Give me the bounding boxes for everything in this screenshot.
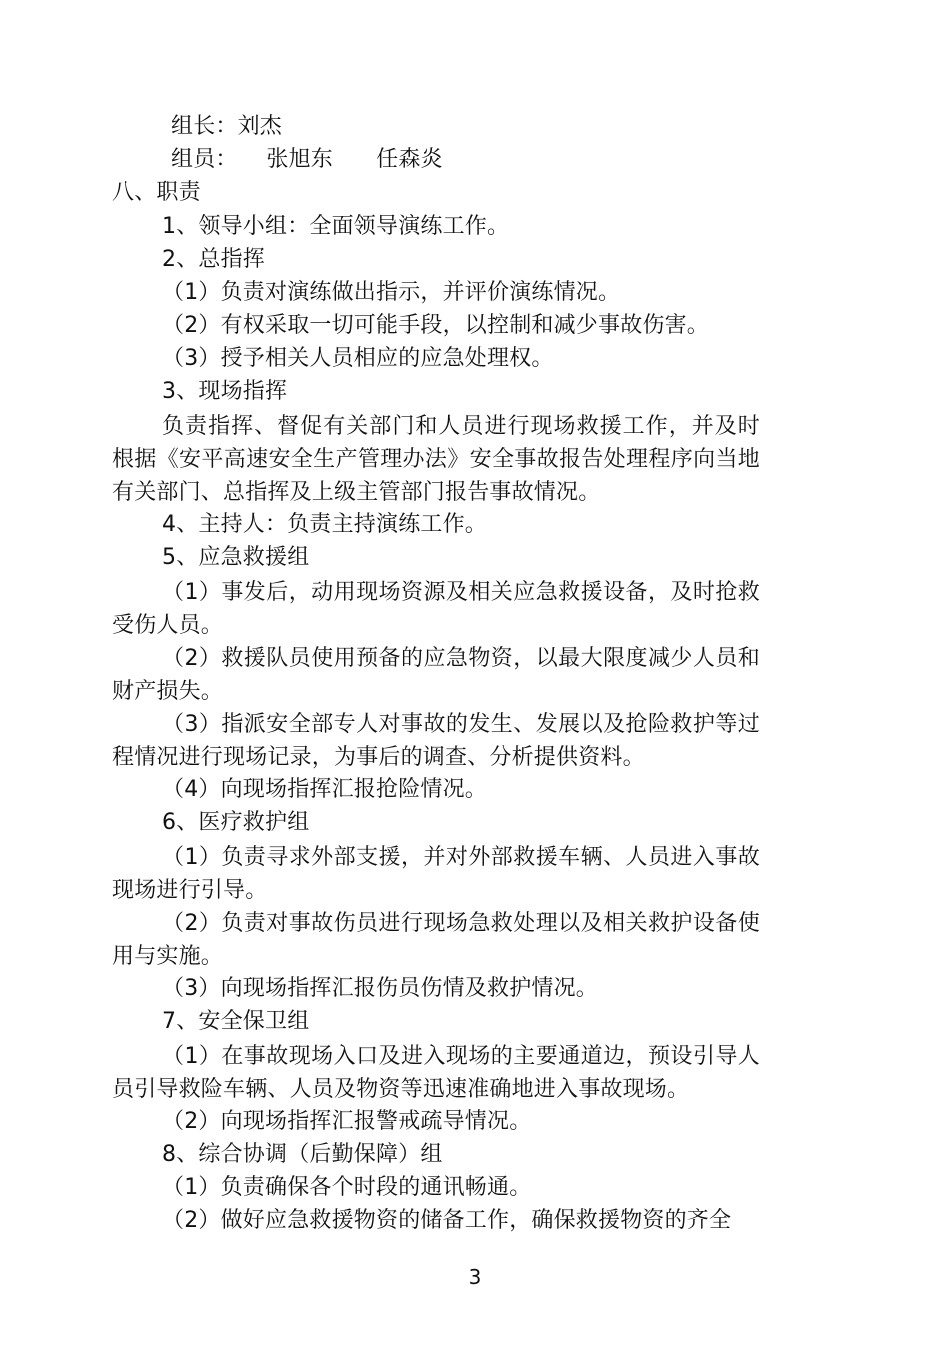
group-leader: 组长：刘杰	[171, 114, 283, 139]
item-security-group: 7、安全保卫组	[162, 1009, 310, 1034]
group-members: 组员： 张旭东 任森炎	[171, 147, 443, 172]
rescue-duty-3: （3）指派安全部专人对事故的发生、发展以及抢险救护等过程情况进行现场记录，为事后的调查、分析提供资料。	[112, 712, 760, 770]
rescue-duty-2: （2）救援队员使用预备的应急物资，以最大限度减少人员和财产损失。	[112, 646, 760, 704]
page-number: 3	[468, 1265, 482, 1289]
item-site-commander: 3、现场指挥	[162, 379, 288, 404]
medical-duty-2: （2）负责对事故伤员进行现场急救处理以及相关救护设备使用与实施。	[112, 911, 760, 969]
security-duty-1: （1）在事故现场入口及进入现场的主要通道边，预设引导人员引导救险车辆、人员及物资等迅速准确地进入事故现场。	[112, 1044, 760, 1102]
medical-duty-1: （1）负责寻求外部支援，并对外部救援车辆、人员进入事故现场进行引导。	[112, 845, 760, 903]
rescue-duty-1: （1）事发后，动用现场资源及相关应急救援设备，及时抢救受伤人员。	[112, 580, 760, 638]
commander-duty-2: （2）有权采取一切可能手段，以控制和减少事故伤害。	[162, 313, 709, 338]
item-coordination-group: 8、综合协调（后勤保障）组	[162, 1142, 443, 1167]
item-commander: 2、总指挥	[162, 247, 265, 272]
commander-duty-3: （3）授予相关人员相应的应急处理权。	[162, 346, 554, 371]
medical-duty-3: （3）向现场指挥汇报伤员伤情及救护情况。	[162, 976, 598, 1001]
item-host: 4、主持人：负责主持演练工作。	[162, 512, 487, 537]
item-leading-group: 1、领导小组：全面领导演练工作。	[162, 214, 510, 239]
commander-duty-1: （1）负责对演练做出指示，并评价演练情况。	[162, 280, 621, 305]
item-medical-group: 6、医疗救护组	[162, 810, 310, 835]
security-duty-2: （2）向现场指挥汇报警戒疏导情况。	[162, 1109, 532, 1134]
item-rescue-group: 5、应急救援组	[162, 545, 310, 570]
section-title: 八、职责	[112, 180, 201, 205]
coordination-duty-2: （2）做好应急救援物资的储备工作，确保救援物资的齐全	[162, 1208, 732, 1233]
site-commander-paragraph: 负责指挥、督促有关部门和人员进行现场救援工作，并及时根据《安平高速安全生产管理办法》安全事故报告处理程序向当地有关部门、总指挥及上级主管部门报告事故情况。	[112, 414, 760, 505]
rescue-duty-4: （4）向现场指挥汇报抢险情况。	[162, 777, 487, 802]
coordination-duty-1: （1）负责确保各个时段的通讯畅通。	[162, 1175, 532, 1200]
